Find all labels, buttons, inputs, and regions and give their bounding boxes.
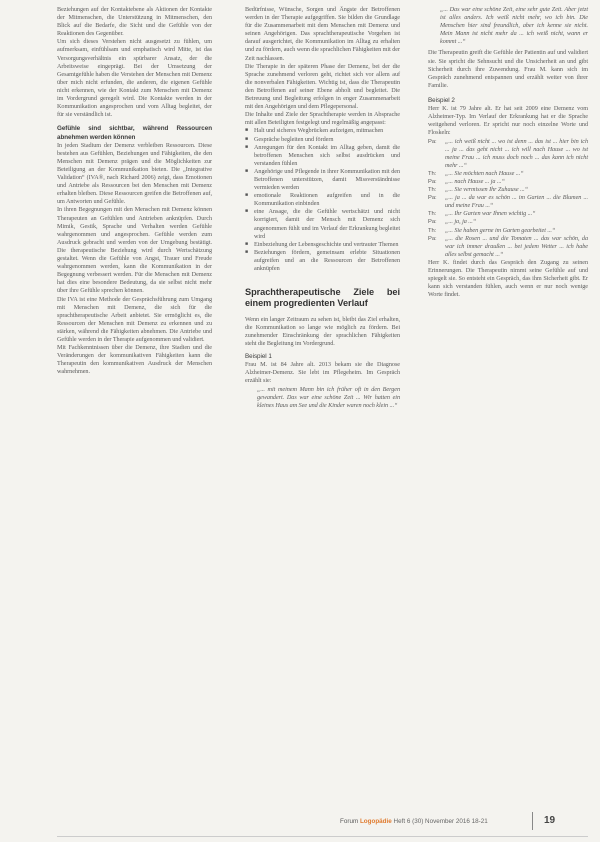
quote: „... mit meinem Mann bin ich früher oft in den Bergen gewandert. Das war eine schöne Zeit ... Wir hatten ein kleines Haus am See und die Kinder waren noch klein ...“ — [257, 385, 400, 409]
paragraph: Die IVA ist eine Methode der Gesprächsführung zum Umgang mit Menschen mit Demenz, die sich für die sprachtherapeutische Arbeit anbietet. Sie ermöglicht es, die Ressourcen der Menschen mit Demenz zu erkennen und zu stärken, während die Fähigkeiten abnehmen. Die Antriebe und Gefühle werden in der Therapie aufgenommen und validiert. — [57, 295, 212, 343]
paragraph: Bedürfnisse, Wünsche, Sorgen und Ängste der Betroffenen werden in der Therapie aufgegriffen. Sie bilden die Grundlage für die Zusammenarbeit mit dem Menschen mit Demenz und seinen Angehörigen. Das sprachtherapeutische Vorgehen ist darauf ausgerichtet, die Kommunikation im Alltag zu erhalten und zu fördern, auch wenn die sprachlichen Fähigkeiten mit der Zeit nachlassen. — [245, 6, 400, 62]
dialogue — [428, 138, 588, 259]
example-label: Beispiel 2 — [428, 96, 455, 104]
paragraph: Beziehungen auf der Kontaktebene als Aktionen der Kontakte der Mitmenschen, die Unterstützung in Mitmenschen, den Blick auf die Bedarfe, die Sicht und die Gefühle von der Reaktionen des Gegenüber. — [57, 6, 212, 38]
bottom-rule — [57, 836, 588, 837]
dialogue-line: Th: „... Ihr Garten war Ihnen wichtig ...“ — [428, 210, 536, 218]
paragraph: Mit Fachkenntnissen über die Demenz, ihre Stadien und die Veränderungen der kommunikativen Fähigkeiten kann die Therapeutin den kommunikativen Ausdruck der Menschen wahrnehmen. — [57, 344, 212, 376]
bullet-item: ■ Halt und sicheres Wegbrücken aufzeigen, mitmachen — [245, 127, 400, 135]
section-heading: Sprachtherapeutische Ziele bei einem progredienten Verlauf — [245, 287, 400, 309]
journal-name-accent: Logopädie — [359, 818, 392, 825]
paragraph: Herr K. findet durch das Gespräch den Zugang zu seinen Erinnerungen. Die Therapeutin nimmt seine Gefühle auf und spiegelt sie. So entsteht ein Gespräch, das ihm Sicherheit gibt. Er kann sich verstanden fühlen, auch wenn er nur noch wenige Worte findet. — [428, 258, 588, 299]
dialogue-line: Th: „... Sie haben gerne im Garten gearbeitet ...“ — [428, 226, 556, 234]
dialogue-line: Pa: „... ja, ja ...“ — [428, 218, 477, 226]
dialogue-line: Pa: „... die Rosen ... und die Tomaten ... das war schön, da war ich immer draußen ... bei jedem Wetter ... ich habe alles selbst gemacht ...“ — [428, 234, 588, 258]
paragraph: Die Therapeutin greift die Gefühle der Patientin auf und validiert sie. Sie spricht die Sehnsucht und die Unsicherheit an und gibt Sicherheit durch ihre Zuwendung. Frau M. kann sich im Gespräch zunehmend entspannen und erzählt weiter von ihrer Familie. — [428, 49, 588, 89]
column-3 — [428, 6, 588, 299]
paragraph: Herr K. ist 79 Jahre alt. Er hat seit 2009 eine Demenz vom Alzheimer-Typ. Im Verlauf der Erkrankung hat er die Sprache weitgehend verloren. Er spricht nur noch einzelne Worte und Floskeln: — [428, 105, 588, 137]
dialogue-line: Pa: „... ja ... da war es schön ... im Garten ... die Blumen ... und meine Frau ...“ — [428, 194, 588, 210]
bullet-item: ■ Angehörige und Pflegende in ihrer Kommunikation mit den Betroffenen unterstützen, damit Missverständnisse vermieden werden — [245, 168, 400, 192]
paragraph: In ihren Begegnungen mit den Menschen mit Demenz können Therapeuten an Gefühlen und Antrieben anknüpfen. Durch Mimik, Gestik, Sprache und Verhalten werden Gefühle wahrgenommen und angesprochen. Gefühle werden zum Ausdruck gebracht und werden von der Umgebung bestätigt. Die therapeutische Beziehung wird durch Wertschätzung gestaltet. Wenn die Gefühle von Angst, Trauer und Freude wahrgenommen werden, kann die Kommunikation in der Begegnung verbessert werden. Für die Menschen mit Demenz hat dies eine besondere Bedeutung, da sie selbst nicht mehr über ihre Gefühle sprechen können. — [57, 206, 212, 295]
column-1 — [57, 6, 212, 376]
page-number: 19 — [544, 815, 556, 826]
bullet-item: ■ Gespräche begleiten und fördern — [245, 136, 400, 144]
subheading: Gefühle sind sichtbar, während Ressourcen abnehmen werden können — [57, 125, 212, 141]
bullet-item: ■ Anregungen für den Kontakt im Alltag geben, damit die betroffenen Menschen sich selbst ausdrücken und verstanden fühlen — [245, 144, 400, 168]
paragraph: Die Inhalte und Ziele der Sprachtherapie werden in Absprache mit allen Beteiligten festgelegt und regelmäßig angepasst: — [245, 111, 400, 127]
issue-info: Heft 6 (30) November 2016 18-21 — [391, 818, 488, 825]
example-label: Beispiel 1 — [245, 353, 272, 361]
paragraph: In jeden Stadium der Demenz verbleiben Ressourcen. Diese bestehen aus Gefühlen, Beziehungen und Fähigkeiten, die den Menschen mit Demenz prägen und die Möglichkeiten zur Beteiligung an der Kommunikation bieten. Die „Integrative Validation“ (IVA®, nach Richard 2006) zeigt, dass Emotionen und Antriebe als Ressourcen bei den Menschen mit Demenz erhalten bleiben. Diese Ressourcen greifen die Betroffenen auf, um Antworten und Gefühle. — [57, 141, 212, 206]
bullet-item: ■ Beziehungen fördern, gemeinsam erlebte Situationen aufgreifen und an die Ressourcen der Betroffenen anknüpfen — [245, 249, 400, 273]
journal-name: Forum — [340, 818, 360, 825]
dialogue-line: Th: „... Sie möchten nach Hause ...“ — [428, 169, 524, 177]
dialogue-line: Pa: „... nach Hause ... ja ...“ — [428, 177, 505, 185]
paragraph: Die Therapie in der späteren Phase der Demenz, bei der die Sprache zunehmend verloren geht, richtet sich vor allem auf die nonverbalen Fähigkeiten. Wichtig ist, dass die Therapeutin den Betroffenen auf seiner Ebene abholt und begleitet. Die Betreuung und Begleitung erfolgen in enger Zusammenarbeit mit den Angehörigen und dem Pflegepersonal. — [245, 62, 400, 111]
quote: „... Das war eine schöne Zeit, eine sehr gute Zeit. Aber jetzt ist alles anders. Ich weiß nicht mehr, wo ich bin. Die Menschen hier sind freundlich, aber ich kenne sie nicht. Mein Mann ist nicht mehr da ... ich weiß nicht, wann er kommt ...“ — [440, 6, 588, 46]
bullet-item: ■ eine Ansage, die die Gefühle wertschätzt und nicht korrigiert, damit der Mensch mit Demenz sich angenommen fühlt und im Verlauf der Erkrankung begleitet wird — [245, 208, 400, 240]
paragraph: Um sich dieses Verstehen nicht ausgesetzt zu fühlen, um aufmerksam, einfühlsam und emphatisch wird Mitte, ist das Versorgungsverhältnis ein spürbarer Ansatz, der die Arbeitsweise eingeprägt. Bei der Umsetzung der Gesamtgefühle haben die Verstehen der Menschen mit Demenz über mich nicht erfunden, die anderen, die eigenen Gefühle nicht erkennen, wie der Kontakt zum Menschen mit Demenz im Vordergrund geregelt wird. Die Kontakte werden in der Kommunikation angesprochen und vom Alltag begleitet, der für sie verständlich ist. — [57, 38, 212, 119]
footer-divider — [532, 812, 533, 830]
dialogue-line: Pa: „... ich weiß nicht ... wo ist denn ... das ist ... hier bin ich ... ja ... das geht nicht ... ich will nach Hause ... wo ist meine Frau ... ich muss doch noch ... das kann ich nicht mehr ...“ — [428, 137, 588, 169]
bullet-item: ■ Einbeziehung der Lebensgeschichte und vertrauter Themen — [245, 241, 400, 249]
paragraph: Wenn ein langer Zeitraum zu sehen ist, bleibt das Ziel erhalten, die Kommunikation so lange wie möglich zu fördern. Bei zunehmender Einschränkung der sprachlichen Fähigkeiten steht die Begleitung im Vordergrund. — [245, 315, 400, 347]
paragraph: Frau M. ist 84 Jahre alt. 2013 bekam sie die Diagnose Alzheimer-Demenz. Sie lebt im Pflegeheim. Im Gespräch erzählt sie: — [245, 361, 400, 385]
footer — [340, 818, 488, 825]
bullet-list — [245, 127, 400, 273]
bullet-item: ■ emotionale Reaktionen aufgreifen und in die Kommunikation einbinden — [245, 192, 400, 208]
column-2 — [245, 6, 400, 410]
dialogue-line: Th: „... Sie vermissen Ihr Zuhause ...“ — [428, 186, 528, 194]
